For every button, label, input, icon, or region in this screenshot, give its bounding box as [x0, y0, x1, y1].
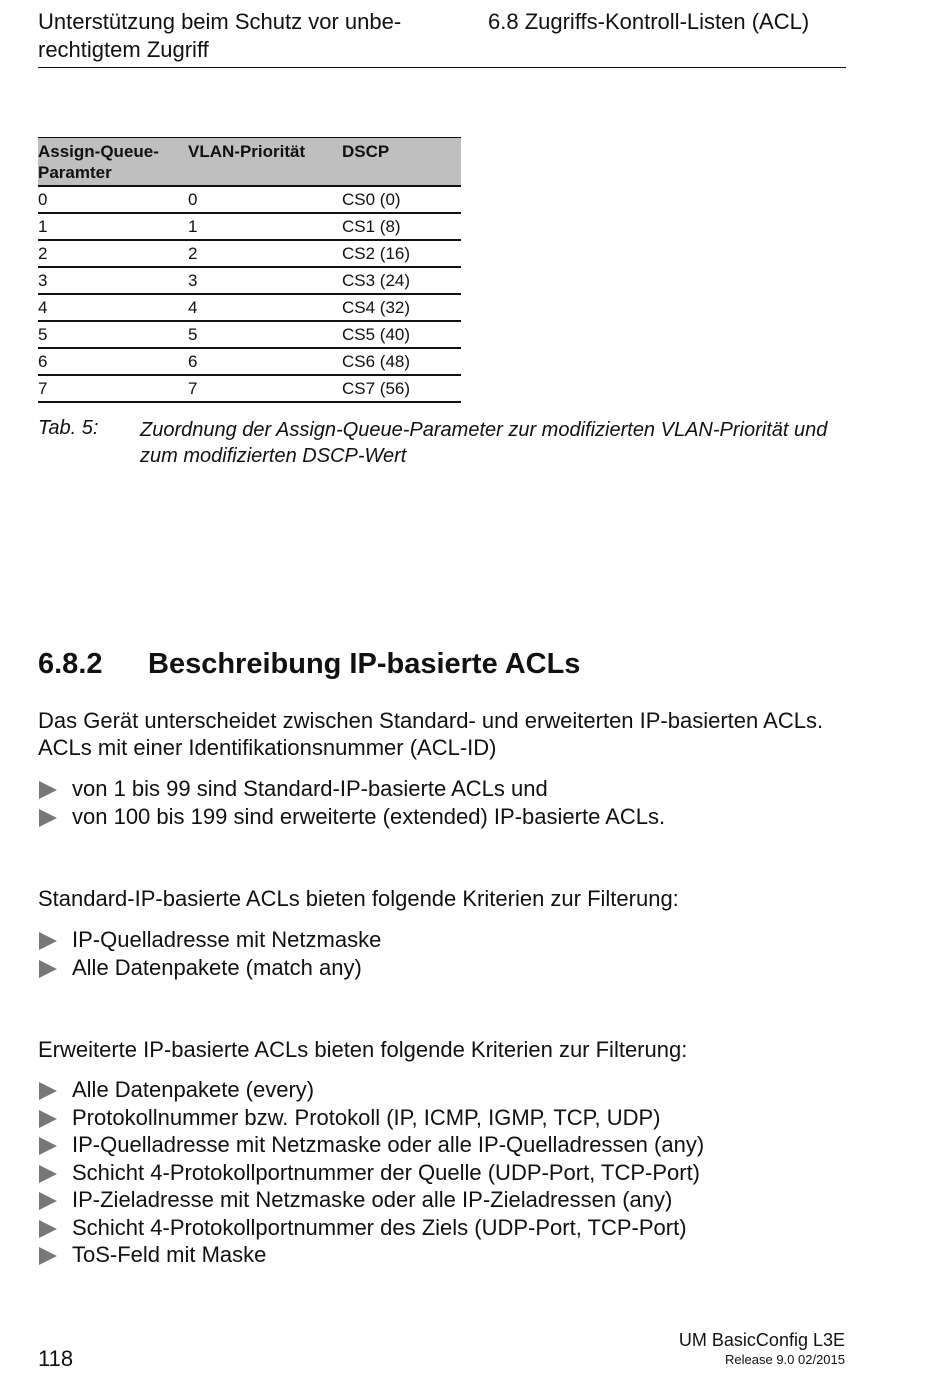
table-caption-label: Tab. 5: — [38, 417, 99, 439]
running-header-left: Unterstützung beim Schutz vor unbe-rechtigtem Zugriff — [38, 9, 402, 62]
table-row — [38, 375, 461, 402]
cell-assign-queue: 6 — [38, 348, 188, 375]
list-item-text: von 1 bis 99 sind Standard-IP-basierte ACLs und — [72, 776, 548, 801]
cell-dscp: CS0 (0) — [342, 186, 461, 213]
table-row — [38, 294, 461, 321]
list-item — [38, 1076, 704, 1104]
cell-dscp: CS5 (40) — [342, 321, 461, 348]
bullet-triangle-icon — [39, 781, 57, 799]
list-item-text: Alle Datenpakete (every) — [72, 1077, 315, 1102]
table-row — [38, 240, 461, 267]
header-divider — [38, 67, 846, 68]
assign-queue-table — [38, 137, 461, 403]
extended-acl-criteria-list — [38, 1076, 704, 1269]
cell-assign-queue: 5 — [38, 321, 188, 348]
list-item-text: IP-Quelladresse mit Netzmaske oder alle IP-Quelladressen (any) — [72, 1132, 705, 1157]
list-item-text: IP-Zieladresse mit Netzmaske oder alle IP-Zieladressen (any) — [72, 1187, 673, 1212]
cell-vlan-priority: 3 — [188, 267, 342, 294]
cell-assign-queue: 3 — [38, 267, 188, 294]
cell-dscp: CS4 (32) — [342, 294, 461, 321]
list-item — [38, 1159, 704, 1187]
cell-vlan-priority: 7 — [188, 375, 342, 402]
table-row — [38, 348, 461, 375]
cell-assign-queue: 4 — [38, 294, 188, 321]
cell-assign-queue: 0 — [38, 186, 188, 213]
list-item — [38, 926, 381, 954]
list-item — [38, 1214, 704, 1242]
list-item-text: Alle Datenpakete (match any) — [72, 954, 362, 980]
bullet-triangle-icon — [39, 1247, 57, 1265]
table-row — [38, 186, 461, 213]
table-row — [38, 321, 461, 348]
list-item — [38, 775, 665, 803]
bullet-triangle-icon — [39, 960, 57, 978]
list-item-text: ToS-Feld mit Maske — [72, 1242, 267, 1267]
section-title: Beschreibung IP-basierte ACLs — [148, 648, 581, 680]
bullet-triangle-icon — [39, 1165, 57, 1183]
intro-paragraph: Das Gerät unterscheidet zwischen Standard- und erweiterten IP-basierten ACLs. ACLs mit einer Identifikationsnummer (ACL-ID) — [38, 708, 824, 760]
cell-dscp: CS6 (48) — [342, 348, 461, 375]
list-item-text: von 100 bis 199 sind erweiterte (extended) IP-basierte ACLs. — [72, 803, 666, 829]
list-item — [38, 954, 381, 982]
list-item — [38, 1186, 704, 1214]
cell-vlan-priority: 0 — [188, 186, 342, 213]
bullet-triangle-icon — [39, 1192, 57, 1210]
cell-vlan-priority: 4 — [188, 294, 342, 321]
bullet-triangle-icon — [39, 809, 57, 827]
cell-vlan-priority: 5 — [188, 321, 342, 348]
extended-acl-intro: Erweiterte IP-basierte ACLs bieten folgende Kriterien zur Filterung: — [38, 1037, 688, 1062]
table-caption-text: Zuordnung der Assign-Queue-Parameter zur modifizierten VLAN-Priorität und zum modifizierten DSCP-Wert — [140, 419, 828, 467]
acl-id-range-list — [38, 775, 665, 830]
bullet-triangle-icon — [39, 1137, 57, 1155]
cell-vlan-priority: 6 — [188, 348, 342, 375]
cell-dscp: CS7 (56) — [342, 375, 461, 402]
cell-dscp: CS2 (16) — [342, 240, 461, 267]
section-number: 6.8.2 — [38, 648, 103, 680]
list-item-text: Schicht 4-Protokollportnummer des Ziels (UDP-Port, TCP-Port) — [72, 1214, 687, 1240]
footer-release: Release 9.0 02/2015 — [725, 1352, 845, 1367]
cell-dscp: CS1 (8) — [342, 213, 461, 240]
list-item-text: Protokollnummer bzw. Protokoll (IP, ICMP, IGMP, TCP, UDP) — [72, 1104, 661, 1130]
bullet-triangle-icon — [39, 932, 57, 950]
list-item — [38, 1241, 704, 1269]
running-header-right: 6.8 Zugriffs-Kontroll-Listen (ACL) — [488, 9, 810, 34]
column-header-dscp: DSCP — [342, 138, 461, 187]
table-row — [38, 267, 461, 294]
list-item-text: Schicht 4-Protokollportnummer der Quelle (UDP-Port, TCP-Port) — [72, 1159, 701, 1185]
bullet-triangle-icon — [39, 1082, 57, 1100]
page-number: 118 — [38, 1346, 74, 1371]
list-item-text: IP-Quelladresse mit Netzmaske — [72, 927, 382, 952]
bullet-triangle-icon — [39, 1110, 57, 1128]
footer-document-name: UM BasicConfig L3E — [678, 1330, 845, 1350]
list-item — [38, 1104, 704, 1132]
cell-vlan-priority: 2 — [188, 240, 342, 267]
table-header-row — [38, 138, 461, 187]
list-item — [38, 1131, 704, 1159]
standard-acl-criteria-list — [38, 926, 381, 981]
table-row — [38, 213, 461, 240]
cell-assign-queue: 2 — [38, 240, 188, 267]
standard-acl-intro: Standard-IP-basierte ACLs bieten folgende Kriterien zur Filterung: — [38, 886, 679, 911]
bullet-triangle-icon — [39, 1220, 57, 1238]
cell-dscp: CS3 (24) — [342, 267, 461, 294]
column-header-vlan-priority: VLAN-Priorität — [188, 138, 342, 187]
cell-assign-queue: 1 — [38, 213, 188, 240]
column-header-assign-queue: Assign-Queue-Paramter — [38, 138, 188, 187]
list-item — [38, 803, 665, 831]
cell-assign-queue: 7 — [38, 375, 188, 402]
cell-vlan-priority: 1 — [188, 213, 342, 240]
